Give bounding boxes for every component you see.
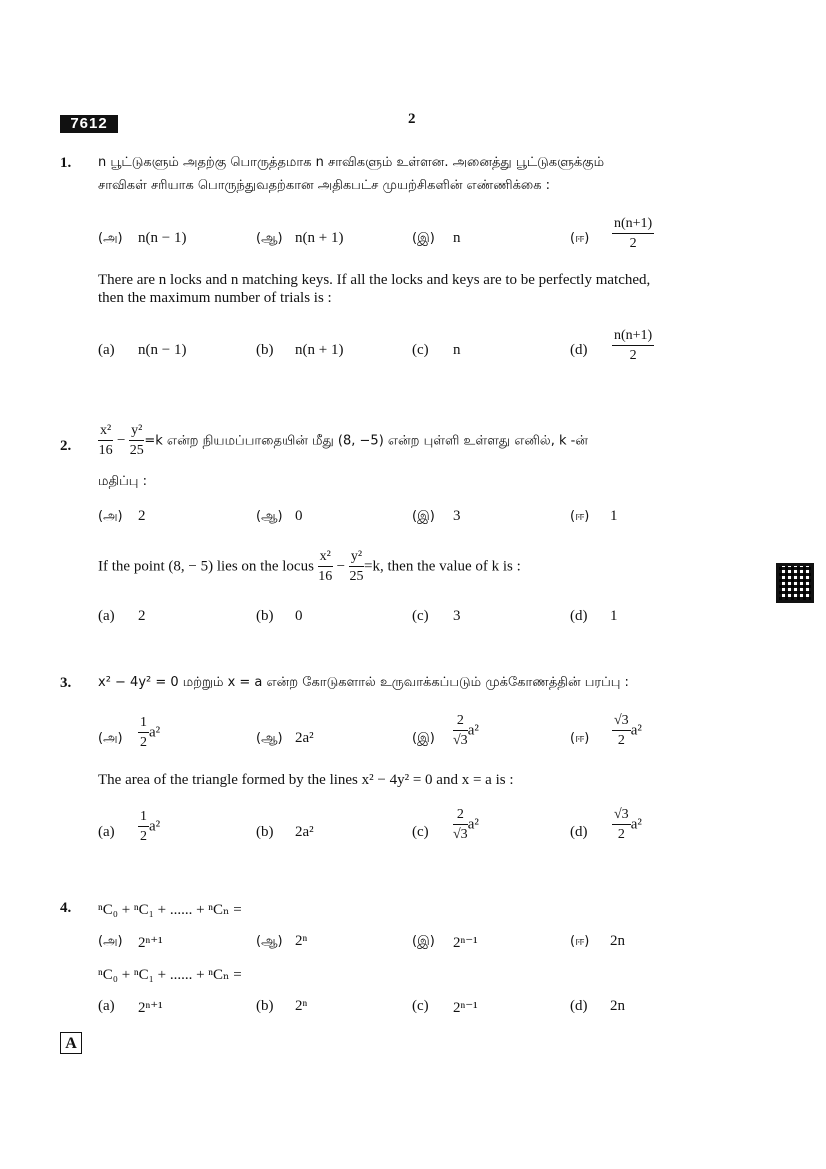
q4-english-option-d-label: (d) bbox=[570, 998, 588, 1014]
q2-english-option-b: 0 bbox=[295, 608, 303, 624]
q2-tamil-line-1: $\frac{\text{x²}}{16}$ − $\frac{\text{y²}}{25}$ =k என்ற நியமப்பாதையின் மீது (8, −5) என்ற புள்ளி உள்ளது எனில், k -ன் bbox=[98, 423, 588, 458]
q1-tamil-option-d-label: (ஈ) bbox=[570, 231, 590, 246]
q3-tamil-line: x² − 4y² = 0 மற்றும் x = a என்ற கோடுகளால் உருவாக்கப்படும் முக்கோணத்தின் பரப்பு : bbox=[98, 675, 629, 690]
q2-tamil-option-b: 0 bbox=[295, 508, 303, 524]
q4-english-expression: ⁿC₀ + ⁿC₁ + ...... + ⁿCₙ = bbox=[98, 967, 242, 983]
q1-tamil-option-a-label: (அ) bbox=[98, 231, 123, 246]
q3-tamil-option-d: $\frac{√3}{2}$ a² bbox=[614, 713, 642, 748]
q4-english-option-c: 2ⁿ⁻¹ bbox=[453, 1000, 478, 1016]
qr-code bbox=[776, 563, 814, 603]
question-2-number: 2. bbox=[60, 438, 72, 454]
q4-tamil-option-c-label: (இ) bbox=[412, 934, 435, 949]
q3-english-line: The area of the triangle formed by the lines x² − 4y² = 0 and x = a is : bbox=[98, 772, 514, 788]
q2-english-option-a: 2 bbox=[138, 608, 146, 624]
q4-english-option-b: 2ⁿ bbox=[295, 998, 308, 1014]
page-number: 2 bbox=[408, 111, 416, 127]
q4-english-option-d: 2n bbox=[610, 998, 625, 1014]
q3-english-option-b-label: (b) bbox=[256, 824, 274, 840]
q4-tamil-option-a: 2ⁿ⁺¹ bbox=[138, 935, 163, 951]
q4-english-option-a-label: (a) bbox=[98, 998, 115, 1014]
q4-tamil-expression: ⁿC₀ + ⁿC₁ + ...... + ⁿCₙ = bbox=[98, 902, 242, 918]
q3-english-option-a: $\frac{1}{2}$ a² bbox=[140, 809, 161, 844]
q3-tamil-option-a: $\frac{1}{2}$ a² bbox=[140, 715, 161, 750]
q1-english-line-2: then the maximum number of trials is : bbox=[98, 290, 332, 306]
q4-tamil-option-a-label: (அ) bbox=[98, 934, 123, 949]
q1-tamil-option-d: $\frac{n(n+1)}{2}$ bbox=[614, 216, 653, 251]
q3-tamil-option-d-label: (ஈ) bbox=[570, 731, 590, 746]
q2-tamil-option-d: 1 bbox=[610, 508, 618, 524]
q4-english-option-b-label: (b) bbox=[256, 998, 274, 1014]
q1-tamil-option-c: n bbox=[453, 230, 461, 246]
q4-tamil-option-b: 2ⁿ bbox=[295, 933, 308, 949]
question-3-number: 3. bbox=[60, 675, 72, 691]
q2-english-line: If the point (8, − 5) lies on the locus $\frac{\text{x²}}{16}$ − $\frac{\text{y²}}{25}$ =k, then the value of k is : bbox=[98, 549, 521, 584]
q2-english-option-c: 3 bbox=[453, 608, 461, 624]
q4-tamil-option-c: 2ⁿ⁻¹ bbox=[453, 935, 478, 951]
q1-tamil-option-b: n(n + 1) bbox=[295, 230, 344, 246]
q1-english-option-c: n bbox=[453, 342, 461, 358]
q1-english-option-b: n(n + 1) bbox=[295, 342, 344, 358]
q2-english-option-c-label: (c) bbox=[412, 608, 429, 624]
q4-tamil-option-d-label: (ஈ) bbox=[570, 934, 590, 949]
q1-english-line-1: There are n locks and n matching keys. If all the locks and keys are to be perfectly matched, bbox=[98, 272, 651, 288]
q1-english-option-c-label: (c) bbox=[412, 342, 429, 358]
q4-tamil-option-d: 2n bbox=[610, 933, 625, 949]
question-1-number: 1. bbox=[60, 155, 72, 171]
q2-english-option-d: 1 bbox=[610, 608, 618, 624]
q3-english-option-c: $\frac{2}{√3}$ a² bbox=[453, 807, 479, 842]
q2-english-option-b-label: (b) bbox=[256, 608, 274, 624]
q2-tamil-line-2: மதிப்பு : bbox=[98, 474, 147, 489]
q1-tamil-line-1: n பூட்டுகளும் அதற்கு பொருத்தமாக n சாவிகளும் உள்ளன. அனைத்து பூட்டுகளுக்கும் bbox=[98, 155, 605, 170]
q1-english-option-a-label: (a) bbox=[98, 342, 115, 358]
q4-tamil-option-b-label: (ஆ) bbox=[256, 934, 283, 949]
q1-english-option-b-label: (b) bbox=[256, 342, 274, 358]
q1-tamil-option-b-label: (ஆ) bbox=[256, 231, 283, 246]
q2-tamil-option-a-label: (அ) bbox=[98, 509, 123, 524]
q1-tamil-option-c-label: (இ) bbox=[412, 231, 435, 246]
q1-tamil-option-a: n(n − 1) bbox=[138, 230, 187, 246]
q4-english-option-c-label: (c) bbox=[412, 998, 429, 1014]
q2-tamil-option-c-label: (இ) bbox=[412, 509, 435, 524]
q2-english-option-a-label: (a) bbox=[98, 608, 115, 624]
q3-english-option-d: $\frac{√3}{2}$ a² bbox=[614, 807, 642, 842]
q2-tamil-option-a: 2 bbox=[138, 508, 146, 524]
paper-code-badge: 7612 bbox=[60, 115, 118, 133]
q3-tamil-option-c-label: (இ) bbox=[412, 731, 435, 746]
q3-tamil-option-a-label: (அ) bbox=[98, 731, 123, 746]
q1-english-option-a: n(n − 1) bbox=[138, 342, 187, 358]
q2-tamil-option-b-label: (ஆ) bbox=[256, 509, 283, 524]
q1-english-option-d-label: (d) bbox=[570, 342, 588, 358]
q1-tamil-line-2: சாவிகள் சரியாக பொருந்துவதற்கான அதிகபட்ச முயற்சிகளின் எண்ணிக்கை : bbox=[98, 178, 551, 193]
q2-tamil-option-c: 3 bbox=[453, 508, 461, 524]
q2-english-option-d-label: (d) bbox=[570, 608, 588, 624]
q3-tamil-option-b: 2a² bbox=[295, 730, 314, 746]
question-4-number: 4. bbox=[60, 900, 72, 916]
q1-english-option-d: $\frac{n(n+1)}{2}$ bbox=[614, 328, 653, 363]
q3-english-option-d-label: (d) bbox=[570, 824, 588, 840]
q3-english-option-c-label: (c) bbox=[412, 824, 429, 840]
q2-tamil-option-d-label: (ஈ) bbox=[570, 509, 590, 524]
q3-english-option-a-label: (a) bbox=[98, 824, 115, 840]
q3-tamil-option-b-label: (ஆ) bbox=[256, 731, 283, 746]
q3-tamil-option-c: $\frac{2}{√3}$ a² bbox=[453, 713, 479, 748]
q3-english-option-b: 2a² bbox=[295, 824, 314, 840]
series-letter-box: A bbox=[60, 1032, 82, 1054]
q4-english-option-a: 2ⁿ⁺¹ bbox=[138, 1000, 163, 1016]
